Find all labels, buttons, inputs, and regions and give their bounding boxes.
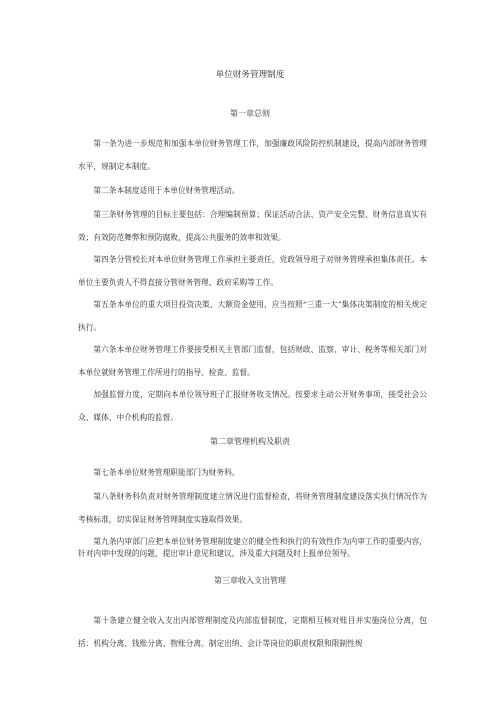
article-paragraph: 第八条财务科负责对财务管理制度建立情况进行监督检查，将财务管理制度建设落实执行情况作为考核标准，切实保证财务管理制度实施取得效果。 [78, 492, 427, 524]
document-title: 单位财务管理制度 [215, 70, 285, 80]
article-paragraph: 第九条内审部门应把本单位财务管理制度建立的健全性和执行的有效性作为内审工作的重要内容，针对内审中发现的问题，提出审计意见和建议，涉及重大问题及时上报单位领导。 [78, 537, 427, 558]
article-paragraph: 加强监督力度，定期向本单位领导班子汇报财务收支情况。按要求主动公开财务事项，接受社会公众、媒体、中介机构的监督。 [78, 390, 427, 422]
article-paragraph: 第三条财务管理的目标主要包括：合理编制预算；保证活动合法、资产安全完整、财务信息真实有效；有效防范舞弊和预防腐败，提高公共服务的效率和效果。 [78, 210, 427, 242]
chapter-heading: 第二章管理机构及职责 [210, 437, 290, 446]
article-paragraph: 第四条分管校长对本单位财务管理工作承担主要责任，党政领导班子对财务管理承担集体责任。本单位主要负责人不得直接分管财务管理、政府采购等工作。 [78, 255, 427, 287]
article-paragraph: 第六条本单位财务管理工作要接受相关主管部门监督，包括财政、监察、审计、税务等相关部门对本单位就财务管理工作所进行的指导、检查、监督。 [78, 345, 427, 377]
article-paragraph: 第十条建立健全收入支出内部管理制度及内部监督制度，定期相互核对账目并实施岗位分离，包括：机构分离、钱账分离、物账分离。制定出纳、会计等岗位的职责权限和限制性规 [78, 616, 427, 648]
article-paragraph: 第五条本单位的重大项目投资决策、大额资金使用，应当按照“三重一大”集体决策制度的相关规定执行。 [78, 300, 427, 332]
article-paragraph: 第一条为进一步规范和加强本单位财务管理工作，加强廉政风险防控机制建设，提高内部财务管理水平，规制定本制度。 [78, 139, 427, 171]
article-paragraph: 第二条本制度适用于本单位财务管理活动。 [93, 186, 240, 195]
article-paragraph: 第七条本单位财务管理职能部门为财务科。 [93, 468, 240, 477]
chapter-heading: 第三章收入支出管理 [214, 576, 286, 585]
chapter-heading: 第一章总则 [230, 109, 270, 118]
